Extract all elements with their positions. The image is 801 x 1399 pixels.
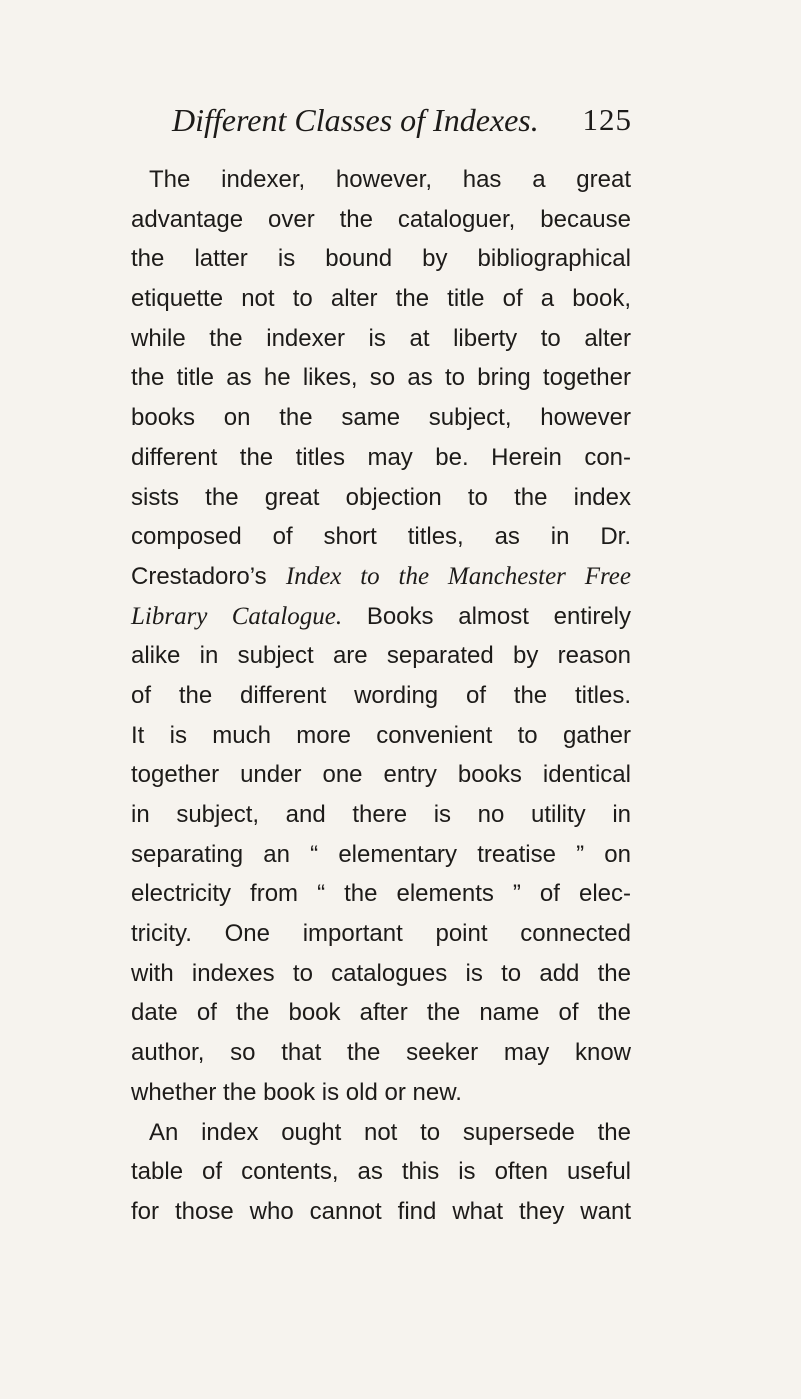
text-line: books on the same subject, however [131, 404, 631, 432]
text-line: An index ought not to supersede the [149, 1118, 631, 1146]
text-line: Library Catalogue. Books almost entirely [131, 602, 631, 630]
text-line: the title as he likes, so as to bring together [131, 364, 631, 392]
italic-title: Library Catalogue. [131, 602, 343, 630]
text-line: whether the book is old or new. [131, 1078, 462, 1106]
text-line: tricity. One important point connected [131, 920, 631, 948]
text-line: different the titles may be. Herein con- [131, 443, 631, 471]
running-head [172, 98, 632, 142]
text-line: electricity from “ the elements ” of elec- [131, 880, 631, 908]
text-line: etiquette not to alter the title of a book, [131, 285, 631, 313]
body-text [131, 160, 631, 1232]
text-line: in subject, and there is no utility in [131, 801, 631, 828]
text-line: The indexer, however, has a great [149, 166, 631, 193]
text-line: alike in subject are separated by reason [131, 642, 631, 670]
text-line: date of the book after the name of the [131, 999, 631, 1027]
text-line: separating an “ elementary treatise ” on [131, 840, 631, 868]
text-line: together under one entry books identical [131, 761, 631, 789]
text-line: composed of short titles, as in Dr. [131, 523, 631, 551]
text-line: sists the great objection to the index [131, 483, 631, 511]
text-line: table of contents, as this is often useful [131, 1158, 631, 1186]
text-line: It is much more convenient to gather [131, 721, 631, 749]
italic-title: Index to the Manchester Free [285, 562, 631, 590]
text-line: of the different wording of the titles. [131, 681, 631, 709]
text-line: the latter is bound by bibliographical [131, 245, 631, 273]
text-line: Crestadoro’s Index to the Manchester Free [131, 562, 631, 590]
text-line: while the indexer is at liberty to alter [131, 324, 631, 352]
page-number: 125 [582, 102, 632, 137]
running-title: Different Classes of Indexes. [172, 102, 539, 138]
text-line: for those who cannot find what they want [131, 1197, 631, 1225]
text-line: advantage over the cataloguer, because [131, 205, 631, 233]
text-line: with indexes to catalogues is to add the [131, 959, 631, 987]
text-line: author, so that the seeker may know [131, 1039, 631, 1067]
